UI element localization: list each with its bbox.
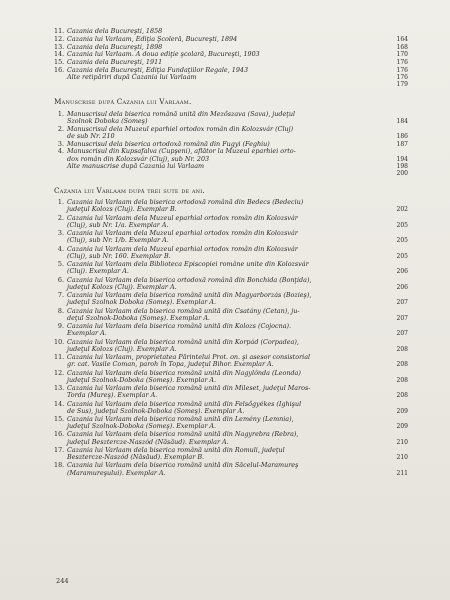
list-item: [54, 215, 406, 229]
entry-number: 13.: [54, 42, 65, 51]
list-item: [54, 401, 406, 415]
entry-number: 14.: [54, 50, 65, 59]
list-item: [54, 354, 406, 368]
entry-number: 5.: [57, 260, 64, 269]
list-item: [54, 339, 406, 353]
list-item: [54, 431, 406, 445]
list-item: [54, 385, 406, 399]
entry-page-number: 205: [396, 237, 408, 245]
entry-text-line: Cazania lui Varlaam dela biserica română unită din Csatány (Cetan), ju-: [67, 306, 300, 315]
entry-text-line: deţul Szolnok-Doboka (Someş). Exemplar A.: [67, 313, 210, 322]
entry-number: 11.: [54, 353, 65, 362]
entry-number: 15.: [54, 414, 65, 423]
entry-text-line: gr. cat. Vasile Coman, paroh în Topa, judeţul Bihor. Exemplar A.: [67, 360, 274, 369]
entry-page-number: 211: [396, 469, 408, 477]
entry-text-line: dox român din Kolozsvár (Cluj), sub Nr. 203: [67, 154, 210, 163]
entry-page-number: 164: [396, 35, 408, 43]
entry-page-number: 205: [396, 252, 408, 260]
entry-number: 18.: [54, 461, 65, 470]
list-item: [54, 447, 406, 461]
entry-number: 7.: [57, 291, 64, 300]
entry-text-line: judeţul Besztercze-Naszód (Năsăud). Exemplar A.: [67, 437, 229, 446]
entry-text-line: (Maramureşului). Exemplar A.: [67, 468, 166, 477]
entry-page-number: 186: [396, 132, 408, 140]
entry-text-line: Cazania lui Varlaam dela biserica română unită din Nagyrebra (Rebra),: [67, 430, 299, 439]
entry-text-line: Cazania lui Varlaam dela Biblioteca Episcopiei române unite din Kolozsvár: [67, 260, 309, 269]
entry-text-line: Cazania dela Bucureşti, Ediţia Fundaţiilor Regale, 1943: [67, 65, 249, 74]
entry-number: 10.: [54, 337, 65, 346]
entry-number: 2.: [57, 124, 64, 133]
entry-text-line: Cazania lui Varlaam dela biserica română unită din Săcelul-Maramureş: [67, 461, 299, 470]
entry-text-line: judeţul Szolnok-Doboka (Someş). Exemplar A.: [67, 375, 217, 384]
entry-number: 1.: [57, 198, 64, 207]
entry-page-number: 207: [396, 330, 408, 338]
list-item: [54, 126, 406, 140]
section-heading-manuscripts: Manuscrise după Cazania lui Varlaam.: [54, 97, 192, 107]
table-of-contents: [54, 28, 406, 477]
stray-page-number: 179: [396, 81, 408, 89]
entry-text-line: Cazania lui Varlaam dela Muzeul eparhial ortodox român din Kolozsvár: [67, 229, 298, 238]
entry-page-number: 209: [396, 407, 408, 415]
entry-text-line: Szolnok Doboka (Someş): [67, 116, 148, 125]
extra-entry-page: 176: [396, 74, 408, 82]
entry-text-line: Cazania lui Varlaam dela biserica română unită din Magyarborzás (Bozieş),: [67, 291, 312, 300]
entry-number: 14.: [54, 399, 65, 408]
entry-page-number: 194: [396, 155, 408, 163]
entry-number: 8.: [57, 306, 64, 315]
list-item: [54, 111, 406, 125]
entry-text-line: Cazania lui Varlaam dela biserica română unită din Mileset, judeţul Maros-: [67, 384, 311, 393]
entry-text-line: Cazania lui Varlaam dela biserica ortodoxă română din Bedecs (Bedeciu): [67, 198, 304, 207]
entry-number: 1.: [57, 109, 64, 118]
entry-page-number: 184: [396, 117, 408, 125]
entry-text-line: Cazania lui Varlaam dela Muzeul eparhial ortodox român din Kolozsvár: [67, 213, 298, 222]
entry-text-line: Manuscrisul dela Muzeul eparhiel ortodox român din Kolozsvár (Cluj): [67, 124, 294, 133]
entry-page-number: 208: [396, 361, 408, 369]
entry-text-line: (Cluj), sub Nr. 1/a. Exemplar A.: [67, 220, 169, 229]
entry-text-line: Cazania dela Bucureşti, 1911: [67, 58, 163, 67]
entry-page-number: 206: [396, 283, 408, 291]
list2-stray-page-line: [54, 170, 406, 177]
entry-page-number: 205: [396, 221, 408, 229]
entry-number: 2.: [57, 213, 64, 222]
entry-text-line: Cazania lui Varlaam, proprietatea Părintelui Prot. on. şi asesor consistorial: [67, 353, 311, 362]
entry-text-line: Cazania lui Varlaam dela biserica ortodoxă română din Bonchida (Bonţida),: [67, 275, 312, 284]
copies-list: [54, 199, 406, 476]
entry-text-line: Cazania lui Varlaam dela biserica română unită din Kolozs (Cojocna).: [67, 322, 292, 331]
manuscript-list: [54, 111, 406, 163]
entry-text-line: Manuscrisul dela biserica română unită din Mezőszava (Sava), judeţul: [67, 109, 295, 118]
entry-text-line: (Cluj), sub Nr. 1/b. Exemplar A.: [67, 236, 169, 245]
entry-text-line: (Cluj). Exemplar A.: [67, 267, 129, 276]
entry-number: 3.: [57, 139, 64, 148]
entry-number: 9.: [57, 322, 64, 331]
entry-number: 12.: [54, 368, 65, 377]
list-item: [54, 230, 406, 244]
list-item: [54, 199, 406, 213]
entry-text-line: Manuscrisul dela biserica ortodoxă română din Fugyi (Feghiu): [67, 139, 270, 148]
entry-number: 16.: [54, 65, 65, 74]
entry-number: 17.: [54, 445, 65, 454]
entry-number: 11.: [54, 27, 65, 35]
entry-page-number: 210: [396, 438, 408, 446]
list-item: [54, 323, 406, 337]
entry-page-number: 208: [396, 345, 408, 353]
entry-number: 3.: [57, 229, 64, 238]
entry-page-number: 208: [396, 376, 408, 384]
entry-page-number: 210: [396, 454, 408, 462]
entry-page-number: 209: [396, 423, 408, 431]
extra-entry-text: Alte manuscrise după Cazania lui Varlaam: [67, 161, 205, 170]
stray-page-number: 200: [396, 169, 408, 177]
list-item: [54, 292, 406, 306]
entry-text-line: Cazania lui Varlaam, Ediţia Şcoleră, Bucureşti, 1894: [67, 34, 238, 43]
section-heading-three-centuries: Cazania lui Varlaam după trei sute de ani.: [54, 186, 205, 195]
entry-text-line: judeţul Kolozs (Cluj). Exemplar A.: [67, 282, 177, 291]
entry-text-line: Manuscrisul din Kupsafalva (Cupşeni), aflător la Muzeul eparhiei orto-: [67, 147, 296, 156]
entry-text-line: Cazania lui Varlaam dela biserica română unită din Romuli, judeţul: [67, 445, 285, 454]
entry-text-line: Torda (Mureş). Exemplar A.: [67, 391, 158, 400]
list-item: [54, 370, 406, 384]
page-number: 244: [56, 577, 69, 585]
entry-text-line: Cazania lui Varlaam dela biserica română unită din Nagylônda (Leonda): [67, 368, 301, 377]
entry-number: 13.: [54, 384, 65, 393]
entry-text-line: de sub Nr. 210: [67, 131, 115, 140]
entry-number: 4.: [57, 147, 64, 156]
entry-text-line: Cazania lui Varlaam dela biserica română unită din Korpád (Corpadea),: [67, 337, 299, 346]
entry-text-line: Cazania lui Varlaam dela biserica română unită din Lemény (Lemnia),: [67, 414, 294, 423]
list-item: [54, 462, 406, 476]
entry-text-line: Besztercze-Naszód (Năsăud). Exemplar B.: [67, 453, 205, 462]
entry-page-number: 206: [396, 268, 408, 276]
entry-text-line: Cazania dela Bucureşti, 1858: [67, 27, 163, 35]
list-item: [54, 246, 406, 260]
list-item: [54, 416, 406, 430]
list-item: [54, 261, 406, 275]
extra-entry-page: 198: [396, 162, 408, 170]
entry-page-number: 176: [396, 66, 408, 74]
entry-text-line: (Cluj), sub Nr. 160. Exemplar B.: [67, 251, 171, 260]
entry-page-number: 207: [396, 299, 408, 307]
entry-page-number: 168: [396, 43, 408, 51]
entry-number: 12.: [54, 34, 65, 43]
entry-text-line: Cazania lui Varlaam dela biserica română unită din Felsőgyékes (Ighişul: [67, 399, 302, 408]
entry-number: 4.: [57, 244, 64, 253]
list2-extra-entry: [54, 163, 406, 170]
entry-text-line: judeţul Szolnok-Doboka (Someş). Exemplar A.: [67, 422, 217, 431]
entry-page-number: 170: [396, 51, 408, 59]
entry-number: 6.: [57, 275, 64, 284]
entry-text-line: judeţul Kolozs (Cluj). Exemplar A.: [67, 344, 177, 353]
entry-page-number: 208: [396, 392, 408, 400]
list-item: [54, 308, 406, 322]
entry-text-line: judeţul Szolnok Doboka (Someş). Exemplar A.: [67, 298, 217, 307]
list-item: [54, 277, 406, 291]
reprint-list: [54, 28, 406, 74]
entry-page-number: 207: [396, 314, 408, 322]
entry-number: 16.: [54, 430, 65, 439]
list-item: [54, 148, 406, 162]
list1-extra-entry: [54, 74, 406, 81]
list1-stray-page-line: [54, 81, 406, 88]
entry-number: 15.: [54, 58, 65, 67]
entry-text-line: judeţul Kolozs (Cluj). Exemplar B.: [67, 205, 177, 214]
entry-page-number: 202: [396, 206, 408, 214]
entry-page-number: 187: [396, 140, 408, 148]
entry-text-line: Exemplar A.: [67, 329, 107, 338]
entry-text-line: Cazania lui Varlaam dela Muzeul eparhial ortodox român din Kolozsvár: [67, 244, 298, 253]
extra-entry-text: Alte retipăriri după Cazania lui Varlaam: [67, 73, 197, 82]
entry-page-number: 176: [396, 59, 408, 67]
entry-text-line: Cazania dela Bucureşti, 1898: [67, 42, 163, 51]
entry-text-line: Cazania lui Varlaam. A doua ediţie şcolară, Bucureşti, 1903: [67, 50, 260, 59]
entry-text-line: de Sus), judeţul Szolnok-Doboka (Someş). Exemplar A.: [67, 406, 245, 415]
